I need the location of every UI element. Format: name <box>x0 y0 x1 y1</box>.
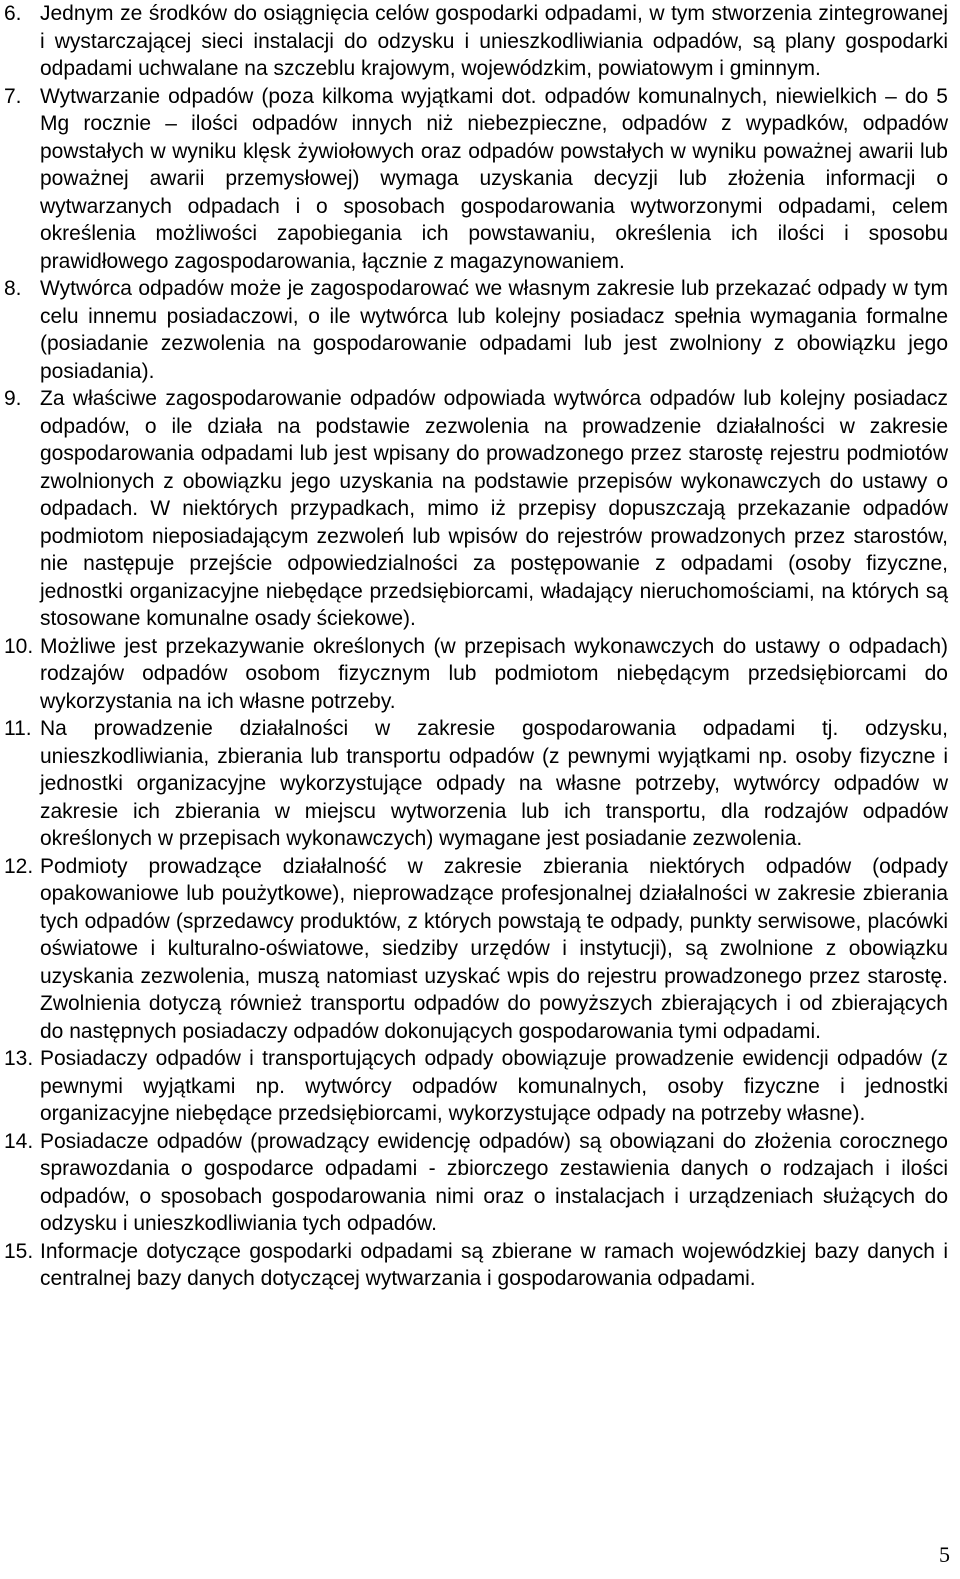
item-text: Posiadacze odpadów (prowadzący ewidencję odpadów) są obowiązani do złożenia corocznego sprawozdania o gospodarce odpadami - zbiorczego zestawienia danych o rodzajach i ilości odpadów, o sposobach gospodarowania nimi oraz o instalacjach i urządzeniach służących do odzysku i unieszkodliwiania tych odpadów. <box>40 1129 948 1235</box>
item-text: Wytwórca odpadów może je zagospodarować we własnym zakresie lub przekazać odpady w tym celu innemu posiadaczowi, o ile wytwórca lub kolejny posiadacz spełnia wymagania formalne (posiadanie zezwolenia na gospodarowanie odpadami lub jest zwolniony z obowiązku jego posiadania). <box>40 277 948 383</box>
item-text: Wytwarzanie odpadów (poza kilkoma wyjątkami dot. odpadów komunalnych, niewielkich – do 5 Mg rocznie – ilości odpadów innych niż niebezpieczne, odpadów z wypadków, odpadów powstałych w wyniku klęsk żywiołowych oraz odpadów powstałych w wyniku poważnej awarii lub poważnej awarii przemysłowej) wymaga uzyskania decyzji lub złożenia informacji o wytwarzanych odpadach i o sposobach gospodarowania wytworzonymi odpadami, celem określenia możliwości zapobiegania ich powstawaniu, określenia ich ilości i sposobu prawidłowego zagospodarowania, łącznie z magazynowaniem. <box>40 84 948 273</box>
list-item <box>0 275 960 385</box>
item-number: 10. <box>4 634 34 658</box>
item-text: Jednym ze środków do osiągnięcia celów gospodarki odpadami, w tym stworzenia zintegrowanej i wystarczającej sieci instalacji do odzysku i unieszkodliwiania odpadów, są plany gospodarki odpadami uchwalane na szczeblu krajowym, wojewódzkim, powiatowym i gminnym. <box>40 2 948 80</box>
item-number: 12. <box>4 854 34 878</box>
item-number: 6. <box>4 2 22 25</box>
list-item <box>0 1045 960 1128</box>
item-number: 13. <box>4 1047 34 1070</box>
item-text: Informacje dotyczące gospodarki odpadami są zbierane w ramach wojewódzkiej bazy danych i centralnej bazy danych dotyczącej wytwarzania i gospodarowania odpadami. <box>40 1239 948 1290</box>
item-number: 11. <box>4 717 32 740</box>
page-number: 5 <box>939 1542 950 1567</box>
item-text: Podmioty prowadzące działalność w zakresie zbierania niektórych odpadów (odpady opakowaniowe lub poużytkowe), nieprowadzące profesjonalnej działalności w zakresie zbierania tych odpadów (sprzedawcy produktów, z których powstają te odpady, punkty serwisowe, placówki oświatowe i kulturalno-oświatowe, siedziby urzędów i instytucji), są zwolnione z obowiązku uzyskania zezwolenia, muszą natomiast uzyskać wpis do rejestru prowadzonego przez starostę. Zwolnienia dotyczą również transportu odpadów do powyższych zbierających i od zbierających do następnych posiadaczy odpadów dokonujących gospodarowania tymi odpadami. <box>40 854 948 1043</box>
list-item <box>0 83 960 276</box>
list-item <box>0 853 960 1046</box>
list-item <box>0 385 960 633</box>
list-item <box>0 1238 960 1293</box>
list-item <box>0 1128 960 1238</box>
item-number: 9. <box>4 387 22 410</box>
item-number: 7. <box>4 84 22 108</box>
item-text: Możliwe jest przekazywanie określonych (w przepisach wykonawczych do ustawy o odpadach) rodzajów odpadów osobom fizycznym lub podmiotom niebędącym przedsiębiorcami do wykorzystania na ich własne potrzeby. <box>40 634 948 713</box>
item-number: 8. <box>4 277 22 300</box>
item-text: Za właściwe zagospodarowanie odpadów odpowiada wytwórca odpadów lub kolejny posiadacz odpadów, o ile działa na podstawie zezwolenia na prowadzenie działalności w zakresie gospodarowania odpadami lub jest wpisany do prowadzonego przez starostę rejestru podmiotów zwolnionych z obowiązku jego uzyskania na podstawie przepisów wykonawczych do ustawy o odpadach. W niektórych przypadkach, mimo iż przepisy dopuszczają przekazanie odpadów podmiotom nieposiadającym zezwoleń lub wpisów do rejestrów prowadzonych przez starostów, nie następuje przejście odpowiedzialności za postępowanie z odpadami (osoby fizyczne, jednostki organizacyjne niebędące przedsiębiorcami, władający nieruchomościami, na których są stosowane komunalne osady ściekowe). <box>40 387 948 630</box>
list-item <box>0 633 960 716</box>
item-number: 15. <box>4 1239 34 1263</box>
item-number: 14. <box>4 1129 34 1153</box>
item-text: Na prowadzenie działalności w zakresie gospodarowania odpadami tj. odzysku, unieszkodliwiania, zbierania lub transportu odpadów (z pewnymi wyjątkami np. osoby fizyczne i jednostki organizacyjne wykorzystujące odpady na własne potrzeby, wytwórcy odpadów w zakresie ich zbierania w miejscu wytworzenia lub ich transportu, dla rodzajów odpadów określonych w przepisach wykonawczych) wymagane jest posiadanie zezwolenia. <box>40 717 948 850</box>
list-item <box>0 0 960 83</box>
item-text: Posiadaczy odpadów i transportujących odpady obowiązuje prowadzenie ewidencji odpadów (z pewnymi wyjątkami np. wytwórcy odpadów komunalnych, osoby fizyczne i jednostki organizacyjne niebędące przedsiębiorcami, wykorzystujące odpady na potrzeby własne). <box>40 1047 948 1125</box>
list-item <box>0 715 960 853</box>
